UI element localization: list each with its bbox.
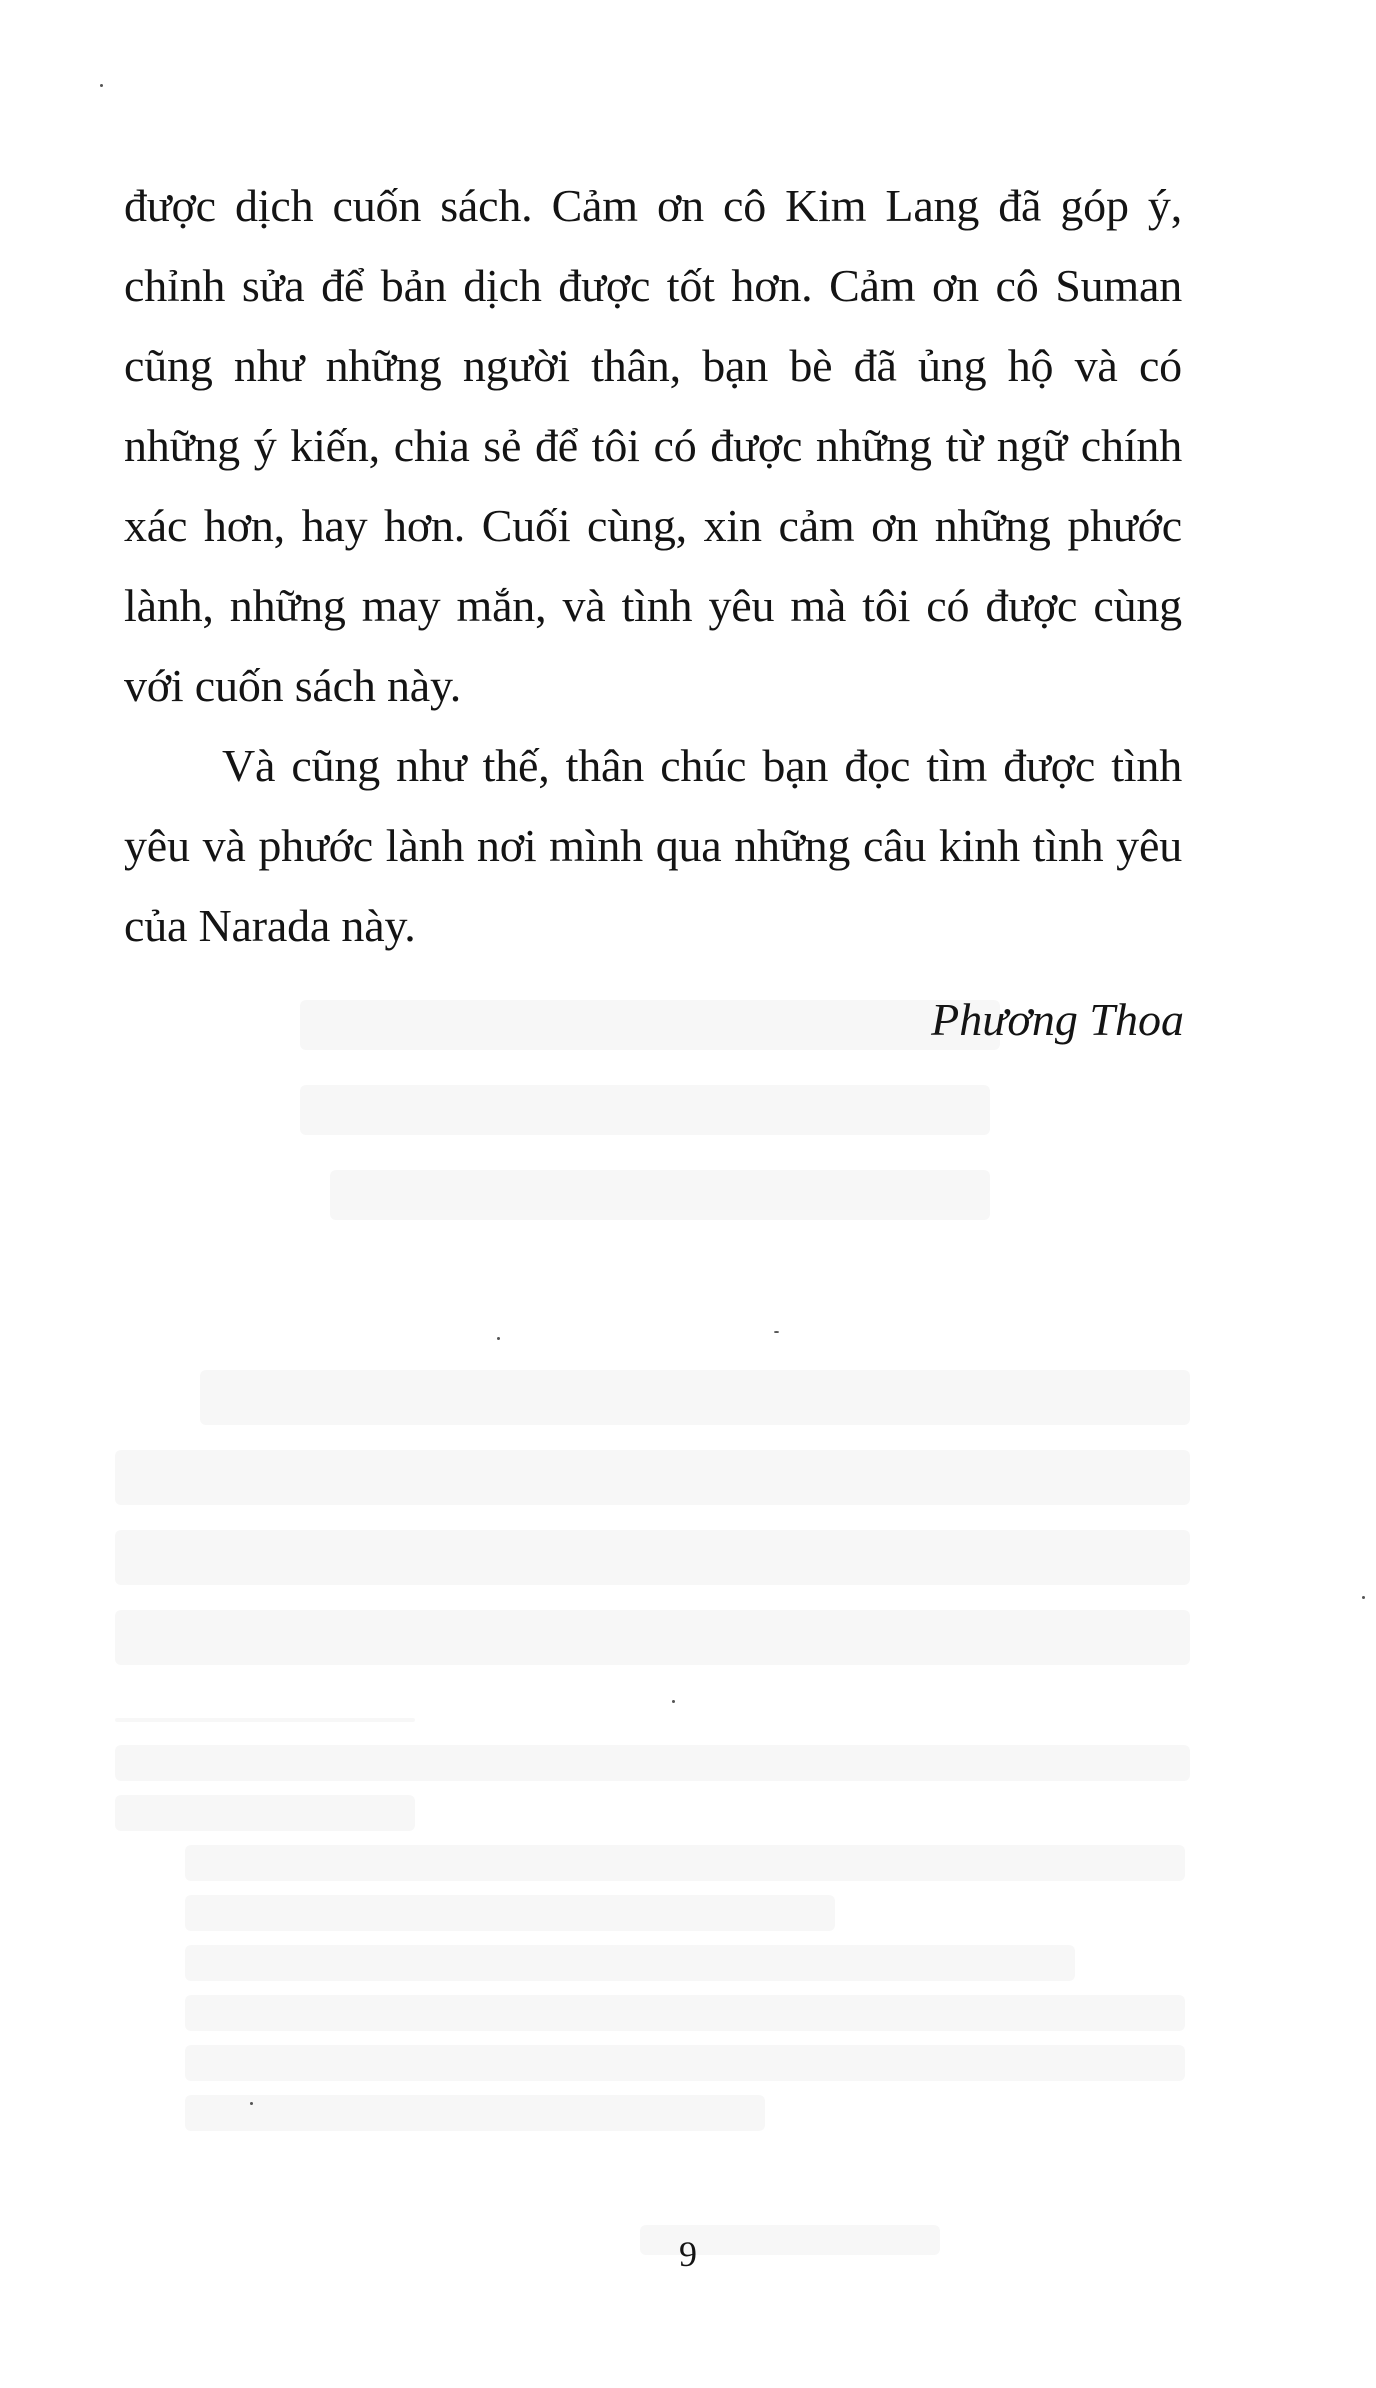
scan-speck — [1362, 1596, 1365, 1599]
show-through-line — [115, 1450, 1190, 1505]
show-through-line — [115, 1530, 1190, 1585]
scan-speck — [774, 1331, 779, 1333]
author-signature: Phương Thoa — [931, 994, 1184, 1045]
show-through-line — [185, 1845, 1185, 1881]
scan-speck — [250, 2102, 253, 2105]
show-through-line — [300, 1085, 990, 1135]
show-through-line — [330, 1170, 990, 1220]
show-through-rule — [115, 1718, 415, 1722]
scan-speck — [100, 84, 103, 87]
show-through-line — [115, 1745, 1190, 1781]
show-through-line — [115, 1795, 415, 1831]
paragraph-acknowledgements: được dịch cuốn sách. Cảm ơn cô Kim Lang đã góp ý, chỉnh sửa để bản dịch được tốt hơn. Cảm ơn cô Suman cũng như những người thân, bạn bè đã ủng hộ và có những ý kiến, chia sẻ để tôi có được những từ ngữ chính xác hơn, hay hơn. Cuối cùng, xin cảm ơn những phước lành, những may mắn, và tình yêu mà tôi có được cùng với cuốn sách này. — [124, 180, 1182, 711]
scan-speck — [672, 1700, 675, 1703]
show-through-line — [200, 1370, 1190, 1425]
scan-speck — [497, 1337, 500, 1340]
show-through-line — [185, 1895, 835, 1931]
paragraph-closing-wish: Và cũng như thế, thân chúc bạn đọc tìm được tình yêu và phước lành nơi mình qua những câu kinh tình yêu của Narada này. — [124, 740, 1182, 951]
show-through-line — [300, 1000, 1000, 1050]
show-through-line — [185, 2045, 1185, 2081]
show-through-line — [115, 1610, 1190, 1665]
show-through-line — [185, 2095, 765, 2131]
page-number: 9 — [679, 2234, 697, 2274]
body-text — [124, 166, 1182, 966]
show-through-line — [185, 1995, 1185, 2031]
show-through-line — [185, 1945, 1075, 1981]
